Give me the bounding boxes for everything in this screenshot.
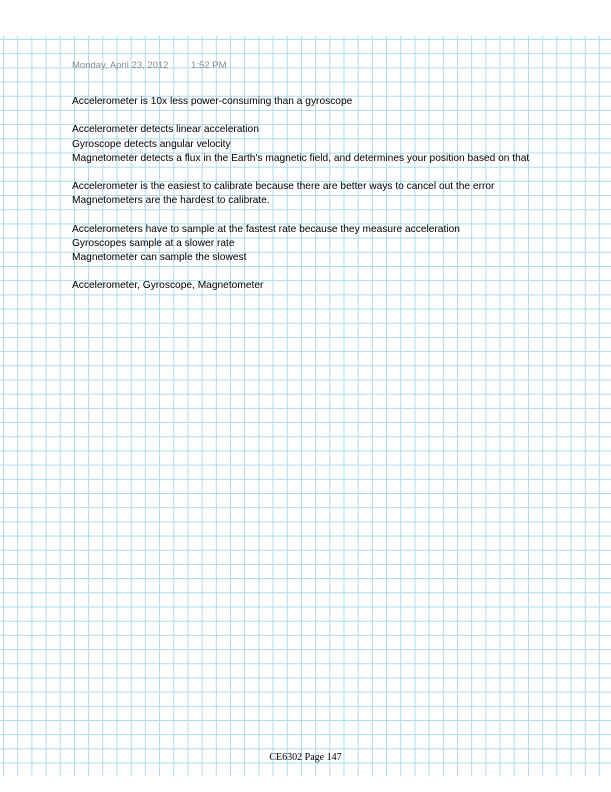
note-line: Accelerometers have to sample at the fastest rate because they measure acceleration xyxy=(72,223,460,235)
note-body xyxy=(72,95,602,294)
paragraph-gap xyxy=(72,265,602,279)
note-line: Accelerometer, Gyroscope, Magnetometer xyxy=(72,280,264,292)
note-line: Accelerometer is the easiest to calibrate because there are better ways to cancel out the error xyxy=(72,181,495,193)
paragraph-gap xyxy=(72,109,602,123)
note-timestamp xyxy=(72,60,227,71)
note-time: 1:52 PM xyxy=(191,60,227,71)
note-line: Magnetometers are the hardest to calibrate. xyxy=(72,195,270,207)
note-line: Gyroscopes sample at a slower rate xyxy=(72,237,235,249)
note-line: Magnetometer can sample the slowest xyxy=(72,252,247,264)
page-footer: CE6302 Page 147 xyxy=(269,752,342,763)
note-line: Magnetometer detects a flux in the Earth's magnetic field, and determines your position based on that xyxy=(72,152,530,164)
paragraph-gap xyxy=(72,166,602,180)
paragraph-gap xyxy=(72,209,602,223)
note-date: Monday, April 23, 2012 xyxy=(72,60,169,71)
note-line: Gyroscope detects angular velocity xyxy=(72,138,231,150)
note-line: Accelerometer detects linear acceleration xyxy=(72,124,259,136)
note-line: Accelerometer is 10x less power-consuming than a gyroscope xyxy=(72,96,353,107)
